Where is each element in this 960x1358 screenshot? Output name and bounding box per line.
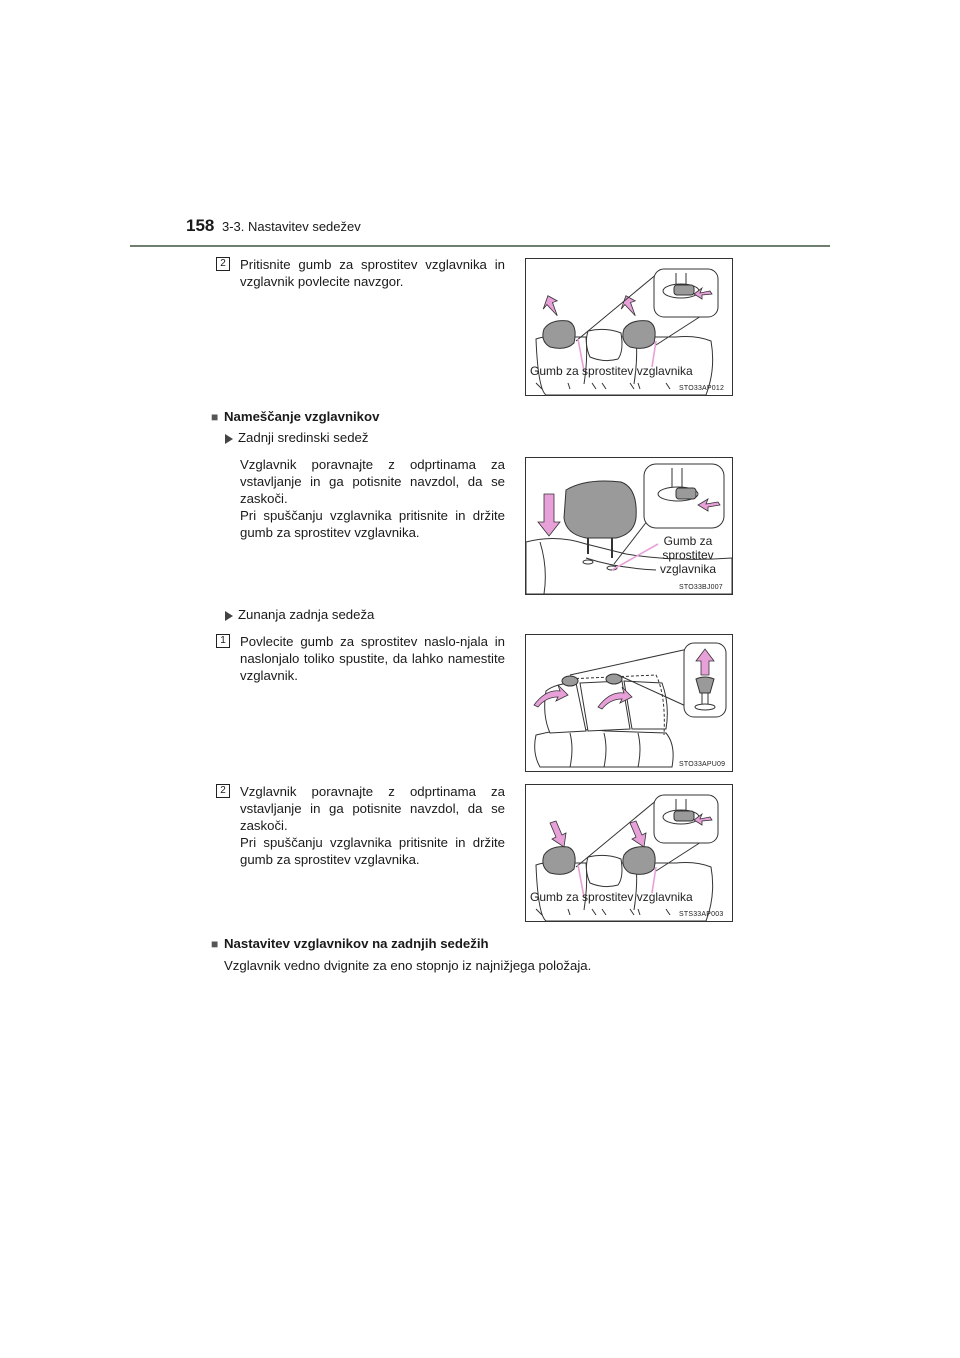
subheading: Zunanja zadnja sedeža [238,607,375,622]
figure-caption-line: Gumb za [663,534,713,548]
figure-code: STO33AP012 [679,385,725,392]
figure-caption-line: vzglavnika [660,562,717,576]
figure-code: STS33AP003 [679,911,724,918]
step-text: Pri spuščanju vzglavnika pritisnite in držite gumb za sprostitev vzglavnika. [240,835,505,867]
figure-code: STO33APU09 [679,761,726,768]
figure-caption: Gumb za sprostitev vzglavnika [530,890,693,904]
step-number-box: 2 [216,784,230,798]
figure-code: STO33BJ007 [679,584,723,591]
figure-center-headrest [525,457,733,595]
step-number-box: 2 [216,257,230,271]
subheading: Zadnji sredinski sedež [238,430,369,445]
section-bullet-icon: ■ [211,937,219,951]
figure-headrest-install [525,784,733,922]
section-text: Vzglavnik vedno dvignite za eno stopnjo iz najnižjega položaja. [224,958,592,973]
page-number: 158 [186,216,215,235]
header-divider [130,245,830,247]
section-bullet-icon: ■ [211,410,219,424]
instruction-text: Pri spuščanju vzglavnika pritisnite in držite gumb za sprostitev vzglavnika. [240,508,505,540]
figure-headrest-release [525,258,733,396]
figure-seatback-fold [525,634,733,772]
figure-caption [660,534,716,576]
triangle-bullet-icon [225,611,233,621]
section-heading: Nastavitev vzglavnikov na zadnjih sedežih [224,936,489,951]
figure-caption-line: sprostitev [662,548,714,562]
instruction-text: Vzglavnik poravnajte z odprtinama za vstavljanje in ga potisnite navzdol, da se zaskoči. [240,457,505,506]
section-title: 3-3. Nastavitev sedežev [222,219,361,234]
seatback-fold-illustration [526,635,732,771]
step-text: Vzglavnik poravnajte z odprtinama za vstavljanje in ga potisnite navzdol, da se zaskoči. [240,784,505,833]
step-text: Povlecite gumb za sprostitev naslo-njala in naslonjalo toliko spustite, da lahko namestite vzglavnik. [240,634,505,683]
figure-caption: Gumb za sprostitev vzglavnika [530,364,693,378]
section-heading: Nameščanje vzglavnikov [224,409,380,424]
step-text: Pritisnite gumb za sprostitev vzglavnika in vzglavnik povlecite navzgor. [240,257,505,289]
step-number-box: 1 [216,634,230,648]
triangle-bullet-icon [225,434,233,444]
